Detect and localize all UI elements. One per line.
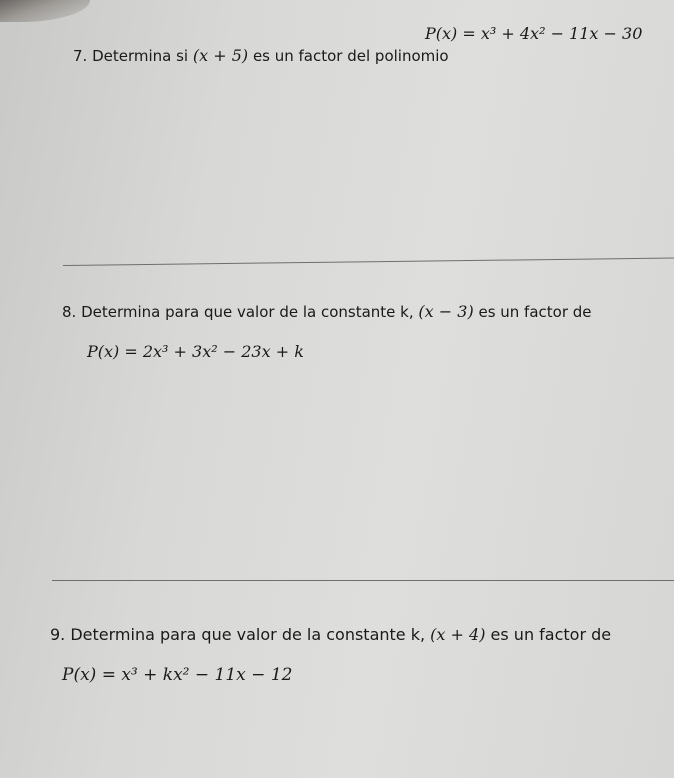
question-8-text-after: es un factor de <box>478 303 592 321</box>
divider-line-1 <box>63 258 674 266</box>
question-7-text: 7. Determina si <box>73 47 189 65</box>
question-9-polynomial: P(x) = x³ + kx² − 11x − 12 <box>62 665 293 685</box>
question-8-polynomial: P(x) = 2x³ + 3x² − 23x + k <box>87 342 304 361</box>
question-7 <box>73 46 449 65</box>
question-9-text-after: es un factor de <box>490 625 612 644</box>
question-8 <box>62 302 592 321</box>
question-9-factor: (x + 4) <box>430 625 486 644</box>
question-7-polynomial: P(x) = x³ + 4x² − 11x − 30 <box>425 24 643 43</box>
question-7-factor: (x + 5) <box>192 46 249 65</box>
question-9 <box>50 625 611 644</box>
question-7-text-after: es un factor del polinomio <box>252 47 449 65</box>
question-8-text: 8. Determina para que valor de la constante k, <box>62 303 414 321</box>
question-8-factor: (x − 3) <box>418 302 474 321</box>
divider-line-2 <box>52 580 674 581</box>
page-corner-shadow <box>0 0 90 22</box>
question-9-text: 9. Determina para que valor de la constante k, <box>50 625 426 644</box>
